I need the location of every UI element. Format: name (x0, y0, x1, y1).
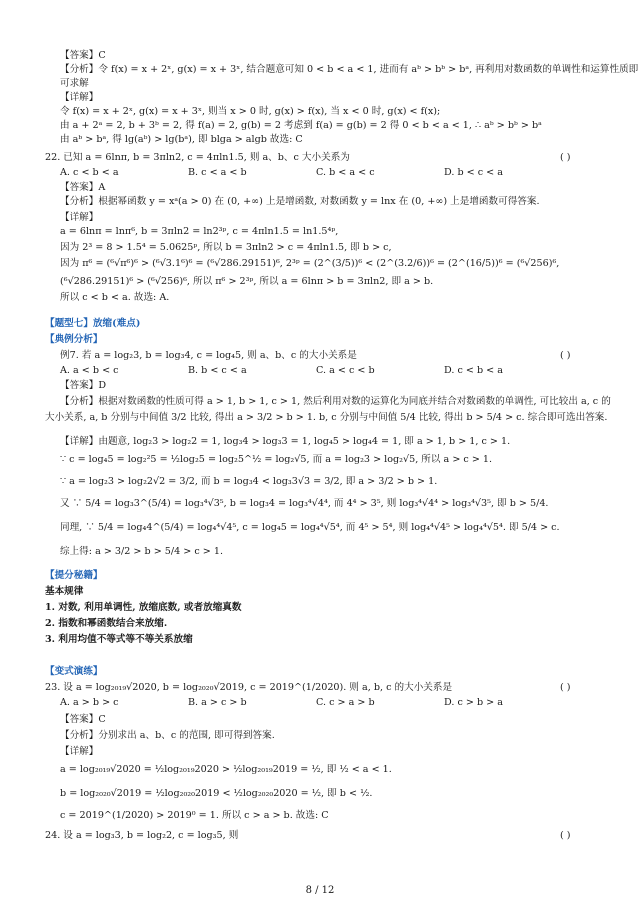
text-line: 【详解】由题意, log₂3 > log₂2 = 1, log₃4 > log₃3 = 1, log₄5 > log₄4 = 1, 即 a > 1, b > 1, c > 1. (60, 436, 511, 447)
page-number: 8 / 12 (305, 885, 335, 896)
text-line: 【答案】D (60, 380, 107, 391)
text-line: 【答案】C (60, 714, 106, 725)
text-line: 1. 对数, 利用单调性, 放缩底数, 或者放缩真数 (45, 602, 242, 613)
text-line: 2. 指数和幂函数结合来放缩. (45, 618, 168, 629)
text-line: 3. 利用均值不等式等不等关系放缩 (45, 634, 193, 645)
text-line: 【分析】令 f(x) = x + 2ˣ, g(x) = x + 3ˣ, 结合题意可知 0 < b < a < 1, 进而有 aᵇ > bᵇ > bᵃ, 再利用对数函数的单调性和运算性质即 (60, 64, 639, 75)
text-line: 【详解】 (60, 212, 99, 223)
text-line: 【分析】根据对数函数的性质可得 a > 1, b > 1, c > 1, 然后利用对数的运算化为同底并结合对数函数的单调性, 可比较出 a, c 的 (60, 396, 611, 407)
choice-option: D. c > b > a (444, 697, 503, 708)
choice-option: B. b < c < a (188, 365, 247, 376)
text-line: 因为 2³ = 8 > 1.5⁴ = 5.0625ᵖ, 所以 b = 3πln2 > c = 4πln1.5, 即 b > c, (60, 242, 392, 253)
text-line: 【分析】根据幂函数 y = xᵃ(a > 0) 在 (0, +∞) 上是增函数, 对数函数 y = lnx 在 (0, +∞) 上是增函数可得答案. (60, 196, 540, 207)
choice-option: C. a < c < b (316, 365, 375, 376)
choice-option: C. b < a < c (316, 167, 375, 178)
text-line: 【答案】A (60, 182, 106, 193)
text-line: 【详解】 (60, 92, 99, 103)
answer-blank: ( ) (560, 682, 571, 693)
text-line: 基本规律 (45, 586, 84, 597)
text-line: (⁶√286.29151)⁶ > (⁶√256)⁶, 所以 π⁶ > 2³ᵖ, 所以 a = 6lnπ > b = 3πln2, 即 a > b. (60, 276, 434, 287)
section-heading: 【题型七】放缩(难点) (45, 318, 141, 329)
text-line: 综上得: a > 3/2 > b > 5/4 > c > 1. (60, 546, 224, 557)
section-heading: 【提分秘籍】 (45, 570, 103, 581)
section-heading: 【典例分析】 (45, 334, 103, 345)
choice-option: D. c < b < a (444, 365, 503, 376)
text-line: c = 2019^(1/2020) > 2019⁰ = 1. 所以 c > a > b. 故选: C (60, 810, 329, 821)
choice-option: C. c > a > b (316, 697, 375, 708)
choice-option: B. c < a < b (188, 167, 247, 178)
text-line: 22. 已知 a = 6lnπ, b = 3πln2, c = 4πln1.5, 则 a、b、c 大小关系为 (45, 152, 350, 163)
answer-blank: ( ) (560, 350, 571, 361)
choice-option: A. a < b < c (60, 365, 119, 376)
choice-option: B. a > c > b (188, 697, 247, 708)
answer-blank: ( ) (560, 830, 571, 841)
text-line: 同理, ∵ 5/4 = log₄4^(5/4) = log₄⁴√4⁵, c = log₄5 = log₄⁴√5⁴, 而 4⁵ > 5⁴, 则 log₄⁴√4⁵ > log₄⁴√5⁴. 即 5/4 > c. (60, 522, 560, 533)
text-line: 23. 设 a = log₂₀₁₉√2020, b = log₂₀₂₀√2019, c = 2019^(1/2020). 则 a, b, c 的大小关系是 (45, 682, 453, 693)
text-line: b = log₂₀₂₀√2019 = ½log₂₀₂₀2019 < ½log₂₀₂₀2020 = ½, 即 b < ½. (60, 788, 373, 799)
answer-blank: ( ) (560, 152, 571, 163)
section-heading: 【变式演练】 (45, 666, 103, 677)
text-line: 24. 设 a = log₃3, b = log₂2, c = log₃5, 则 (45, 830, 239, 841)
text-line: 因为 π⁶ = (⁶√π⁶)⁶ > (⁶√3.1⁶)⁶ = (⁶√286.29151)⁶, 2³ᵖ = (2^(3/5))⁶ < (2^(3.2/6))⁶ = (2^(16/5))⁶ = (⁶√256)⁶, (60, 258, 560, 269)
text-line: ∵ a = log₂3 > log₂2√2 = 3/2, 而 b = log₃4 < log₃3√3 = 3/2, 即 a > 3/2 > b > 1. (60, 476, 438, 487)
text-line: 【答案】C (60, 50, 106, 61)
text-line: 大小关系, a, b 分别与中间值 3/2 比较, 得出 a > 3/2 > b > 1. b, c 分别与中间值 5/4 比较, 得出 b > 5/4 > c. 综合即可选出答案. (45, 412, 608, 423)
text-line: 【分析】分别求出 a、b、c 的范围, 即可得到答案. (60, 730, 275, 741)
text-line: 例7. 若 a = log₂3, b = log₃4, c = log₄5, 则 a、b、c 的大小关系是 (60, 350, 357, 361)
text-line: ∵ c = log₄5 = log₂²5 = ½log₂5 = log₂5^½ = log₂√5, 而 a = log₂3 > log₂√5, 所以 a > c > 1. (60, 454, 493, 465)
choice-option: A. a > b > c (60, 697, 119, 708)
text-line: 所以 c < b < a. 故选: A. (60, 292, 170, 303)
choice-option: A. c < b < a (60, 167, 119, 178)
text-line: 由 a + 2ᵃ = 2, b + 3ᵇ = 2, 得 f(a) = 2, g(b) = 2 考虑到 f(a) = g(b) = 2 得 0 < b < a < 1, ∴ aᵇ > bᵇ > bᵃ (60, 120, 542, 131)
text-line: 令 f(x) = x + 2ˣ, g(x) = x + 3ˣ, 则当 x > 0 时, g(x) > f(x), 当 x < 0 时, g(x) < f(x); (60, 106, 441, 117)
text-line: 又 ∵ 5/4 = log₃3^(5/4) = log₃⁴√3⁵, b = log₃4 = log₃⁴√4⁴, 而 4⁴ > 3⁵, 则 log₃⁴√4⁴ > log₃⁴√3⁵, 即 b > 5/4. (60, 498, 549, 509)
text-line: 【详解】 (60, 746, 99, 757)
text-line: a = log₂₀₁₉√2020 = ½log₂₀₁₉2020 > ½log₂₀₁₉2019 = ½, 即 ½ < a < 1. (60, 764, 392, 775)
text-line: 由 aᵇ > bᵃ, 得 lg(aᵇ) > lg(bᵃ), 即 blga > algb 故选: C (60, 134, 303, 145)
text-line: 可求解 (60, 78, 89, 89)
text-line: a = 6lnπ = lnπ⁶, b = 3πln2 = ln2³ᵖ, c = 4πln1.5 = ln1.5⁴ᵖ, (60, 226, 339, 237)
choice-option: D. b < c < a (444, 167, 503, 178)
